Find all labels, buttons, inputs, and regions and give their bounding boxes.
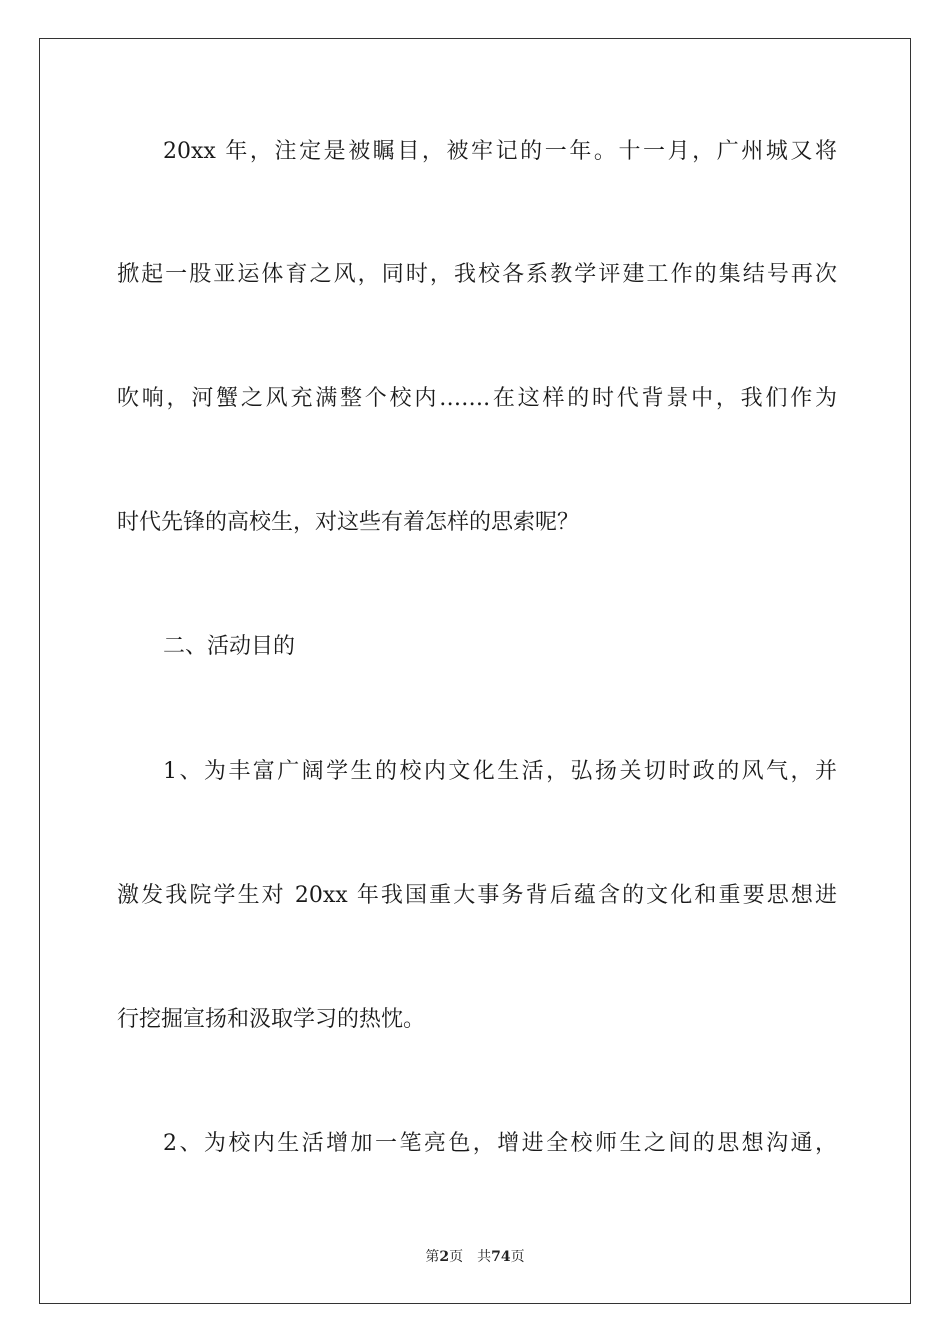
page-prefix: 第 bbox=[425, 1249, 440, 1265]
paragraph-1-line-1: 20xx 年，注定是被瞩目，被牢记的一年。十一月，广州城又将 bbox=[163, 139, 837, 164]
paragraph-3-line-2: 激发我院学生对 20xx 年我国重大事务背后蕴含的文化和重要思想进 bbox=[117, 883, 837, 908]
paragraph-3-line-3: 行挖掘宣扬和汲取学习的热忱。 bbox=[117, 1007, 426, 1032]
paragraph-3-line-1: 1、为丰富广阔学生的校内文化生活，弘扬关切时政的风气，并 bbox=[163, 759, 837, 784]
page-number: 2 bbox=[439, 1249, 450, 1265]
section-heading: 二、活动目的 bbox=[163, 634, 296, 659]
total-suffix: 页 bbox=[510, 1249, 525, 1265]
total-prefix: 共 bbox=[477, 1249, 492, 1265]
paragraph-4-line-1: 2、为校内生活增加一笔亮色，增进全校师生之间的思想沟通， bbox=[163, 1131, 837, 1156]
paragraph-1-line-2: 掀起一股亚运体育之风，同时，我校各系教学评建工作的集结号再次 bbox=[117, 262, 837, 287]
paragraph-1-line-3: 吹响，河蟹之风充满整个校内…….在这样的时代背景中，我们作为 bbox=[117, 386, 837, 411]
total-pages: 74 bbox=[491, 1249, 511, 1265]
paragraph-1-line-4: 时代先锋的高校生，对这些有着怎样的思索呢？ bbox=[117, 510, 580, 535]
page-footer bbox=[0, 1246, 950, 1266]
page-border bbox=[39, 38, 911, 1304]
page-suffix: 页 bbox=[449, 1249, 464, 1265]
